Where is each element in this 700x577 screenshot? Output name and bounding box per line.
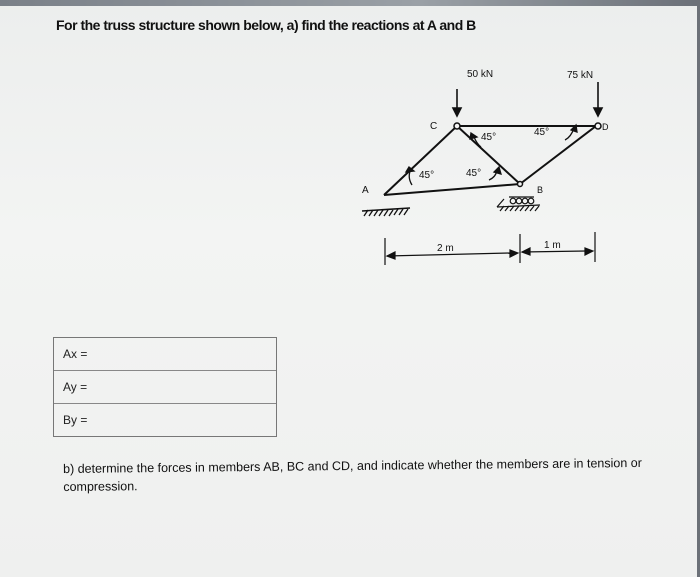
answer-table [53, 337, 277, 437]
joint-C [454, 123, 460, 129]
angle-label-B: 45° [466, 168, 482, 179]
node-label-D: D [602, 122, 609, 132]
answer-label-ay: Ay = [63, 380, 88, 394]
node-label-C: C [430, 121, 438, 132]
answer-row-by[interactable] [54, 404, 276, 436]
joint-D [595, 123, 601, 129]
question-part-a: For the truss structure shown below, a) find the reactions at A and B [56, 17, 476, 33]
dimension-lines [385, 232, 595, 265]
support-A [362, 208, 410, 216]
dimension-label-1m: 1 m [544, 240, 561, 251]
load-label-D: 75 kN [567, 70, 594, 81]
joint-B [518, 182, 523, 187]
answer-row-ax[interactable] [54, 338, 276, 371]
answer-row-ay[interactable] [54, 371, 276, 404]
member-AB [384, 184, 520, 195]
member-AC [384, 126, 457, 195]
load-label-C: 50 kN [467, 69, 494, 80]
load-arrows [453, 82, 602, 116]
dimension-label-2m: 2 m [437, 243, 454, 254]
angle-label-C: 45° [481, 132, 497, 143]
angle-label-D: 45° [534, 127, 550, 138]
support-B [497, 197, 540, 211]
node-label-B: B [537, 185, 544, 195]
answer-label-ax: Ax = [63, 347, 88, 361]
member-BD [520, 126, 596, 184]
angle-label-A: 45° [419, 170, 435, 181]
node-label-A: A [362, 185, 369, 196]
answer-label-by: By = [63, 413, 88, 427]
question-part-b: b) determine the forces in members AB, BC and CD, and indicate whether the members are in tension or compression. [63, 455, 642, 494]
